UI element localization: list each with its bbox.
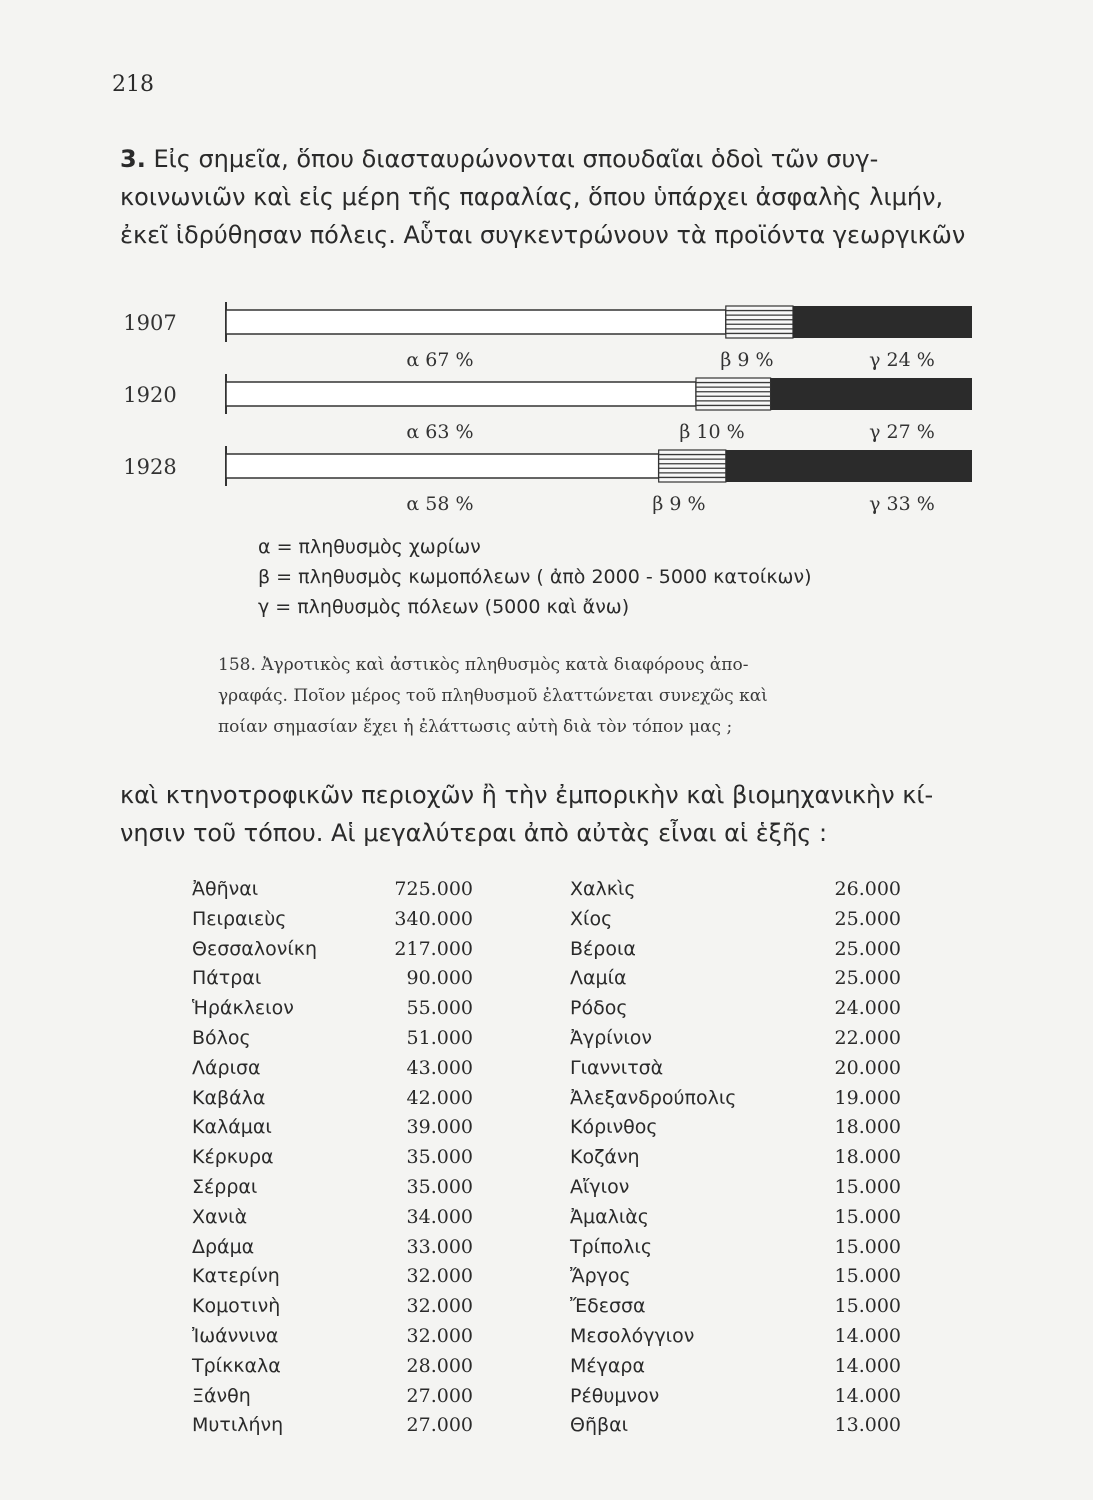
- data-label: β 9 %: [720, 349, 774, 371]
- figure-caption: [218, 650, 898, 743]
- year-label: 1907: [123, 311, 177, 335]
- city-population: 15.000: [834, 1295, 901, 1318]
- city-name: Βόλος: [192, 1026, 251, 1049]
- city-population: 32.000: [406, 1265, 473, 1288]
- city-name: Κέρκυρα: [192, 1146, 274, 1169]
- city-name: Ἄργος: [570, 1265, 631, 1288]
- city-name: Λαμία: [570, 967, 627, 990]
- city-name: Γιαννιτσὰ: [570, 1056, 664, 1079]
- table-row: [192, 908, 912, 938]
- city-population: 15.000: [834, 1205, 901, 1228]
- table-row: [192, 1265, 912, 1295]
- city-population: 55.000: [406, 997, 473, 1020]
- table-row: [192, 1176, 912, 1206]
- section-number: 3.: [120, 145, 146, 173]
- city-population: 14.000: [834, 1354, 901, 1377]
- city-population: 340.000: [394, 907, 473, 930]
- city-population: 15.000: [834, 1265, 901, 1288]
- data-label: γ 33 %: [869, 493, 935, 515]
- city-name: Σέρραι: [192, 1175, 258, 1198]
- city-name: Μεσολόγγιον: [570, 1324, 695, 1347]
- table-row: [192, 1027, 912, 1057]
- city-population: 25.000: [834, 967, 901, 990]
- city-name: Ἡράκλειον: [192, 997, 294, 1020]
- city-population: 33.000: [406, 1235, 473, 1258]
- caption-line-3: ποίαν σημασίαν ἔχει ἡ ἐλάττωσις αὐτὴ διὰ τὸν τόπον μας ;: [218, 717, 733, 737]
- city-population: 43.000: [406, 1056, 473, 1079]
- city-name: Βέροια: [570, 937, 636, 960]
- bar-segment-α: [226, 382, 696, 406]
- city-population: 217.000: [394, 937, 473, 960]
- caption-line-1: 158. Ἀγροτικὸς καὶ ἀστικὸς πληθυσμὸς κατὰ διαφόρους ἀπο-: [218, 655, 749, 675]
- bar-segment-γ: [726, 450, 972, 482]
- city-population: 13.000: [834, 1414, 901, 1437]
- body-line-1: καὶ κτηνοτροφικῶν περιοχῶν ἢ τὴν ἐμπορικὴν καὶ βιομηχανικὴν κί-: [120, 781, 934, 809]
- city-name: Πειραιεὺς: [192, 907, 287, 930]
- city-name: Θεσσαλονίκη: [192, 937, 317, 960]
- intro-paragraph: [120, 140, 980, 254]
- city-population: 22.000: [834, 1026, 901, 1049]
- city-name: Ρέθυμνον: [570, 1384, 660, 1407]
- city-name: Τρίκκαλα: [192, 1354, 281, 1377]
- city-population: 35.000: [406, 1146, 473, 1169]
- chart-legend: [258, 532, 812, 622]
- city-name: Τρίπολις: [570, 1235, 652, 1258]
- intro-line-3: ἐκεῖ ἱδρύθησαν πόλεις. Αὗται συγκεντρώνουν τὰ προϊόντα γεωργικῶν: [120, 221, 966, 249]
- population-chart: [0, 290, 1093, 520]
- city-population: 18.000: [834, 1116, 901, 1139]
- city-name: Καλάμαι: [192, 1116, 272, 1139]
- city-name: Ξάνθη: [192, 1384, 251, 1407]
- city-name: Καβάλα: [192, 1086, 266, 1109]
- city-name: Ἀθῆναι: [192, 878, 259, 900]
- table-row: [192, 938, 912, 968]
- year-label: 1928: [123, 455, 177, 479]
- city-name: Ἔδεσσα: [570, 1295, 646, 1318]
- city-name: Κομοτινὴ: [192, 1295, 281, 1318]
- city-name: Πάτραι: [192, 967, 262, 990]
- city-population: 27.000: [406, 1414, 473, 1437]
- city-name: Ἰωάννινα: [192, 1324, 279, 1347]
- bar-segment-γ: [771, 378, 972, 410]
- data-label: α 58 %: [406, 493, 474, 515]
- table-row: [192, 1385, 912, 1415]
- table-row: [192, 1116, 912, 1146]
- city-name: Ρόδος: [570, 997, 628, 1020]
- city-name: Ἀλεξανδρούπολις: [570, 1086, 737, 1109]
- body-paragraph: [120, 776, 980, 852]
- city-name: Χίος: [570, 907, 613, 930]
- bar-segment-γ: [793, 306, 972, 338]
- data-label: γ 27 %: [869, 421, 935, 443]
- city-population: 19.000: [834, 1086, 901, 1109]
- table-row: [192, 1295, 912, 1325]
- city-name: Κόρινθος: [570, 1116, 658, 1139]
- intro-line-1: 3. Εἰς σημεῖα, ὅπου διασταυρώνονται σπουδαῖαι ὁδοὶ τῶν συγ-: [120, 145, 879, 173]
- city-population: 51.000: [406, 1026, 473, 1049]
- table-row: [192, 1206, 912, 1236]
- table-row: [192, 1146, 912, 1176]
- table-row: [192, 1355, 912, 1385]
- city-population: 25.000: [834, 937, 901, 960]
- year-label: 1920: [123, 383, 177, 407]
- city-population-table: [192, 878, 912, 1444]
- table-row: [192, 1087, 912, 1117]
- page-number: 218: [112, 72, 154, 97]
- legend-beta: β = πληθυσμὸς κωμοπόλεων ( ἀπὸ 2000 - 5000 κατοίκων): [258, 566, 812, 588]
- city-population: 20.000: [834, 1056, 901, 1079]
- city-population: 35.000: [406, 1175, 473, 1198]
- data-label: α 67 %: [406, 349, 474, 371]
- city-population: 14.000: [834, 1384, 901, 1407]
- caption-line-2: γραφάς. Ποῖον μέρος τοῦ πληθυσμοῦ ἐλαττώνεται συνεχῶς καὶ: [218, 686, 768, 706]
- city-name: Ἀμαλιὰς: [570, 1205, 649, 1228]
- city-name: Μέγαρα: [570, 1354, 646, 1377]
- city-name: Κοζάνη: [570, 1146, 640, 1169]
- city-population: 28.000: [406, 1354, 473, 1377]
- city-population: 25.000: [834, 907, 901, 930]
- body-line-2: νησιν τοῦ τόπου. Αἱ μεγαλύτεραι ἀπὸ αὐτὰς εἶναι αἱ ἑξῆς :: [120, 819, 828, 847]
- city-name: Μυτιλήνη: [192, 1414, 284, 1437]
- data-label: α 63 %: [406, 421, 474, 443]
- table-row: [192, 1325, 912, 1355]
- data-label: β 9 %: [652, 493, 706, 515]
- city-population: 15.000: [834, 1175, 901, 1198]
- legend-gamma: γ = πληθυσμὸς πόλεων (5000 καὶ ἄνω): [258, 596, 630, 618]
- city-population: 24.000: [834, 997, 901, 1020]
- city-population: 42.000: [406, 1086, 473, 1109]
- city-name: Δράμα: [192, 1235, 255, 1258]
- city-population: 39.000: [406, 1116, 473, 1139]
- city-name: Ἀγρίνιον: [570, 1026, 653, 1049]
- data-label: γ 24 %: [869, 349, 935, 371]
- city-name: Θῆβαι: [570, 1414, 629, 1437]
- city-population: 34.000: [406, 1205, 473, 1228]
- city-population: 27.000: [406, 1384, 473, 1407]
- table-row: [192, 1057, 912, 1087]
- city-population: 14.000: [834, 1324, 901, 1347]
- data-label: β 10 %: [679, 421, 745, 443]
- table-row: [192, 967, 912, 997]
- legend-alpha: α = πληθυσμὸς χωρίων: [258, 536, 481, 558]
- city-population: 18.000: [834, 1146, 901, 1169]
- city-name: Χαλκὶς: [570, 878, 636, 900]
- table-row: [192, 878, 912, 908]
- table-row: [192, 997, 912, 1027]
- city-name: Αἴγιον: [570, 1175, 630, 1198]
- bar-segment-α: [226, 454, 659, 478]
- city-population: 26.000: [834, 878, 901, 900]
- table-row: [192, 1414, 912, 1444]
- city-name: Κατερίνη: [192, 1265, 280, 1288]
- city-population: 32.000: [406, 1324, 473, 1347]
- city-name: Λάρισα: [192, 1056, 261, 1079]
- city-population: 90.000: [406, 967, 473, 990]
- city-name: Χανιὰ: [192, 1205, 248, 1228]
- table-row: [192, 1236, 912, 1266]
- city-population: 15.000: [834, 1235, 901, 1258]
- city-population: 725.000: [394, 878, 473, 900]
- bar-segment-α: [226, 310, 726, 334]
- intro-line-2: κοινωνιῶν καὶ εἰς μέρη τῆς παραλίας, ὅπου ὑπάρχει ἀσφαλὴς λιμήν,: [120, 183, 944, 211]
- city-population: 32.000: [406, 1295, 473, 1318]
